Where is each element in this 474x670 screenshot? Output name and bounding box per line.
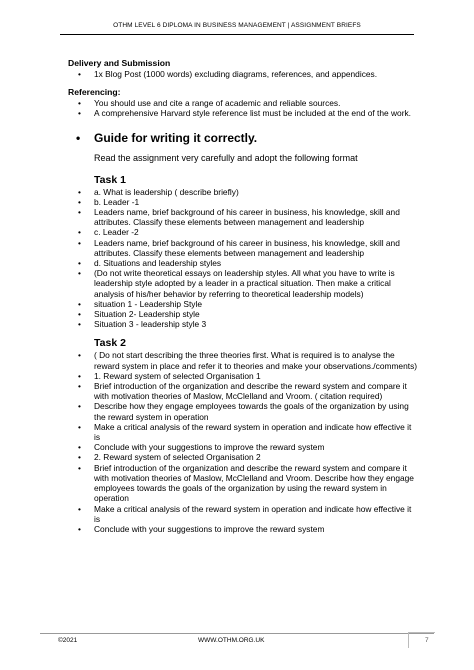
bullet-icon: • [76, 130, 81, 145]
page-number-box [408, 632, 435, 648]
list-item: • Describe how they engage employees towards the goals of the organization by using the reward system in operation [68, 401, 418, 421]
footer-copyright: ©2021 [58, 637, 78, 644]
list-item: • Conclude with your suggestions to improve the reward system [68, 442, 418, 452]
list-item: • Leaders name, brief background of his career in business, his knowledge, skill and attributes. Classify these elements between management and leadership [68, 207, 418, 227]
list-item: • ( Do not start describing the three theories first. What is required is to analyse the reward system in place and refer it to theories and make your observations./comments) [68, 350, 418, 370]
footer-website: WWW.OTHM.ORG.UK [198, 637, 265, 644]
header-rule [60, 34, 414, 35]
list-item: • d. Situations and leadership styles [68, 258, 418, 268]
task1-list [68, 187, 418, 330]
list-item: • You should use and cite a range of academic and reliable sources. [68, 98, 418, 108]
list-item: • situation 1 - Leadership Style [68, 299, 418, 309]
task2-list [68, 350, 418, 534]
list-item: • a. What is leadership ( describe briefly) [68, 187, 418, 197]
guide-intro: Read the assignment very carefully and adopt the following format [94, 152, 358, 163]
list-item: • Leaders name, brief background of his career in business, his knowledge, skill and attributes. Classify these elements between management and leadership [68, 238, 418, 258]
list-item: • Brief introduction of the organization and describe the reward system and compare it with motivation theories of Maslow, McClelland and Vroom. ( citation required) [68, 381, 418, 401]
list-item: • A comprehensive Harvard style reference list must be included at the end of the work. [68, 108, 418, 118]
footer-rule [40, 633, 434, 634]
guide-heading [68, 131, 418, 146]
delivery-list [68, 69, 418, 79]
list-item: • 1x Blog Post (1000 words) excluding diagrams, references, and appendices. [68, 69, 418, 79]
guide-heading-text: Guide for writing it correctly. [94, 130, 258, 145]
list-item: • 1. Reward system of selected Organisation 1 [68, 371, 418, 381]
list-item: • Situation 2- Leadership style [68, 309, 418, 319]
page-number: 7 [425, 637, 429, 644]
list-item: • (Do not write theoretical essays on leadership styles. All what you have to write is leadership style adopted by a leader in a practical situation. Then make a critical analysis of his/her behavior by referring to theoretical leadership models) [68, 268, 418, 299]
list-item: • 2. Reward system of selected Organisation 2 [68, 452, 418, 462]
task2-heading: Task 2 [94, 337, 126, 350]
list-item: • Conclude with your suggestions to improve the reward system [68, 524, 418, 534]
list-item: • Situation 3 - leadership style 3 [68, 319, 418, 329]
list-item: • b. Leader -1 [68, 197, 418, 207]
delivery-heading: Delivery and Submission [68, 58, 171, 68]
task1-heading: Task 1 [94, 173, 126, 186]
referencing-list [68, 98, 418, 118]
list-item: • Brief introduction of the organization and describe the reward system and compare it with motivation theories of Maslow, McClelland and Vroom. Describe how they engage employees towards the goals of the organization by using the reward system in operation [68, 463, 418, 504]
list-item: • Make a critical analysis of the reward system in operation and indicate how effective it is [68, 504, 418, 524]
list-item: • Make a critical analysis of the reward system in operation and indicate how effective it is [68, 422, 418, 442]
referencing-heading: Referencing: [68, 87, 121, 98]
list-item: • c. Leader -2 [68, 227, 418, 237]
document-body [68, 58, 418, 534]
page-header: OTHM LEVEL 6 DIPLOMA IN BUSINESS MANAGEMENT | ASSIGNMENT BRIEFS [113, 22, 361, 29]
